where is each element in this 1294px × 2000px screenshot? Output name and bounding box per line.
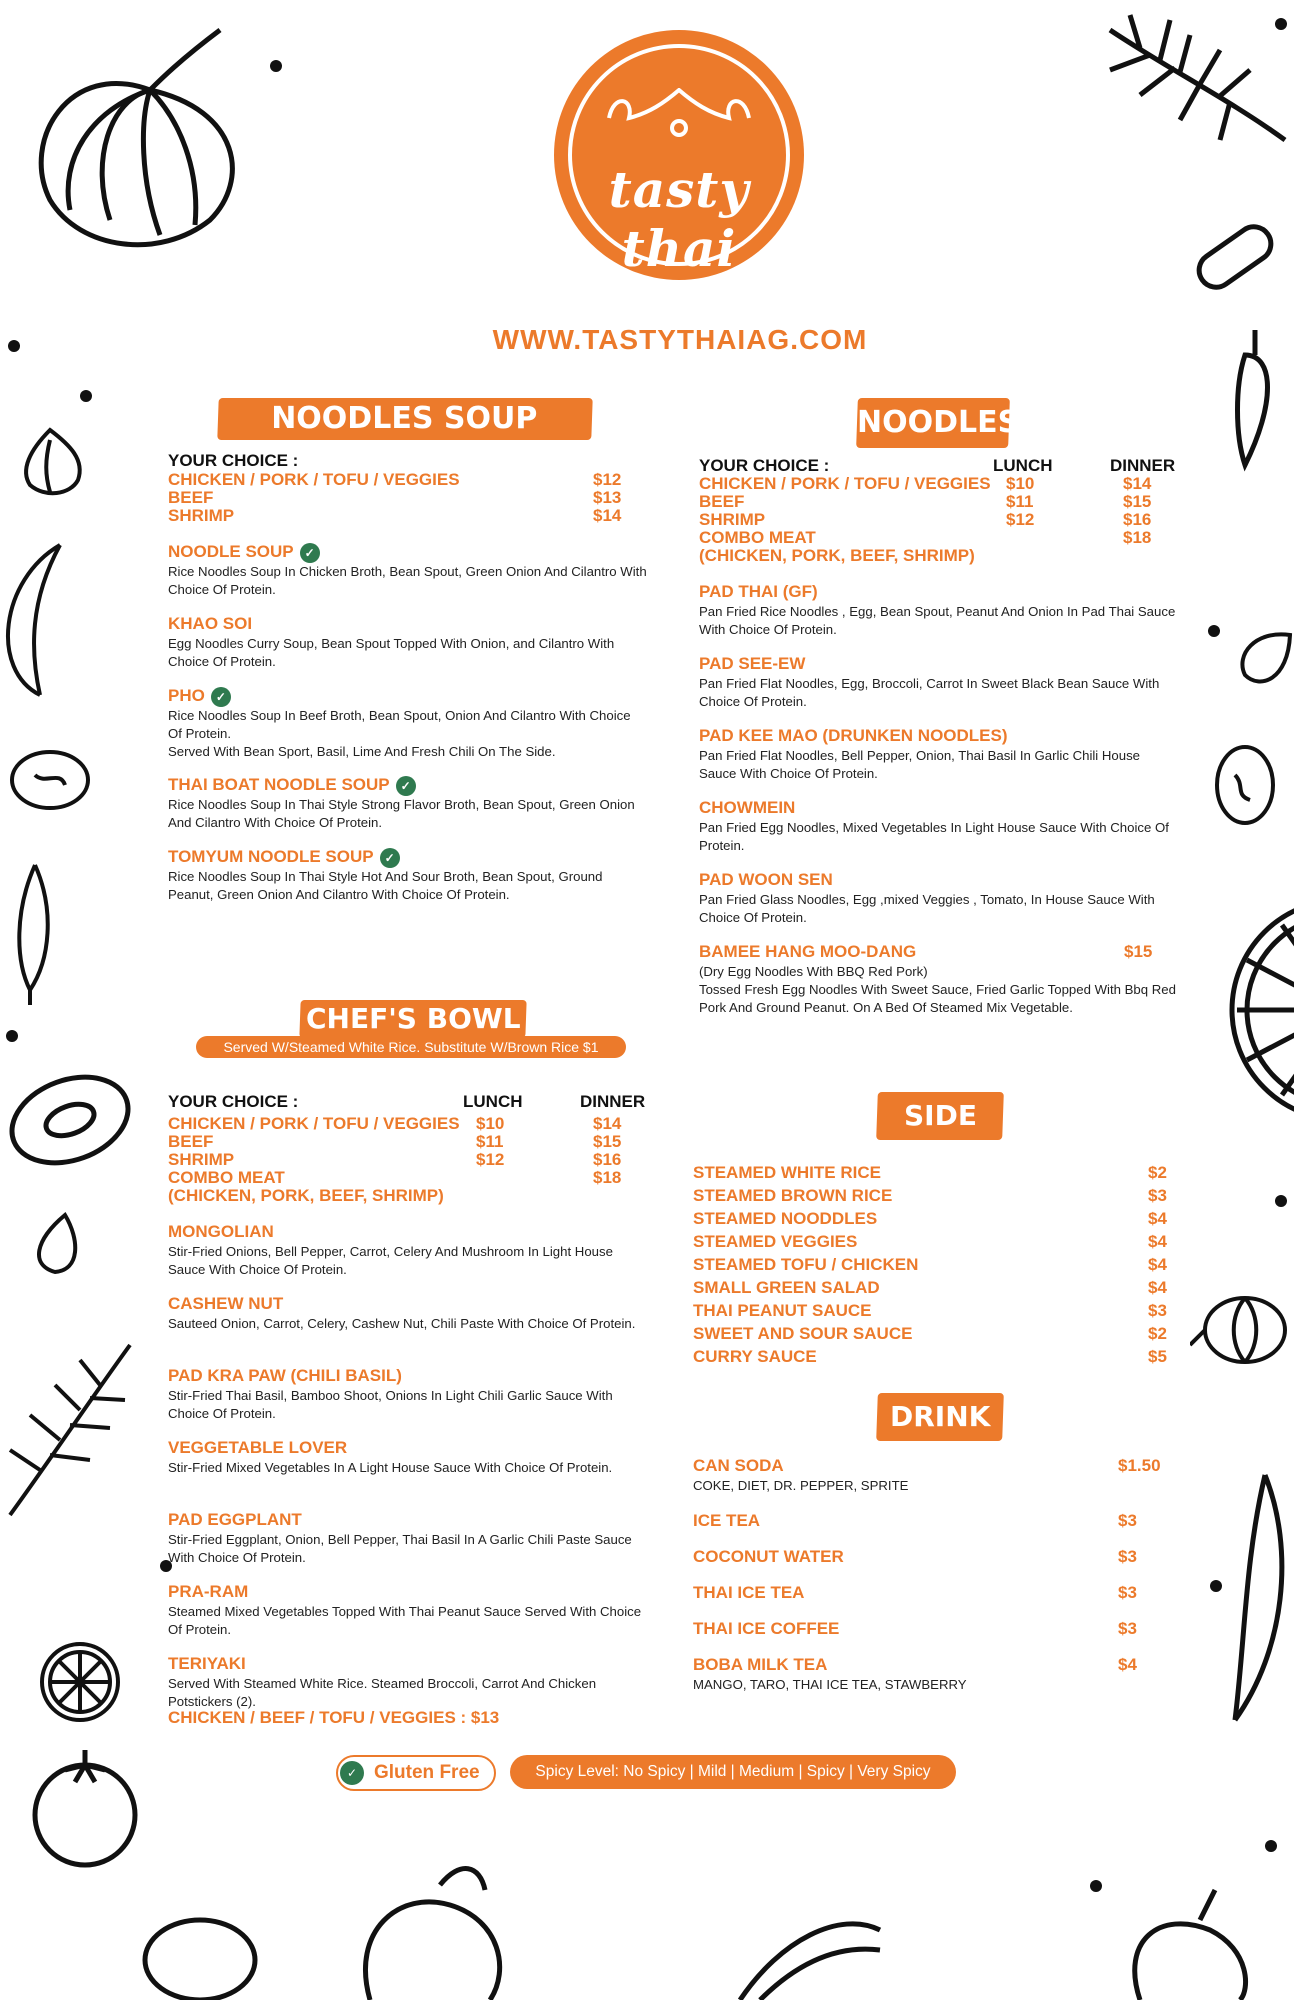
- lime-slice-illustration: [38, 1640, 123, 1725]
- menu-item-desc: Rice Noodles Soup In Beef Broth, Bean Spout, Onion And Cilantro With Choice Of Protein.: [168, 708, 631, 741]
- chili-illustration: [1215, 325, 1285, 475]
- speckle: [1275, 18, 1287, 30]
- section-title-side: SIDE: [903, 1099, 977, 1132]
- chef-dinner-heading: DINNER: [580, 1092, 646, 1111]
- menu-item-name: PAD THAI (GF): [699, 582, 818, 601]
- onion-right-illustration: [1190, 1285, 1290, 1370]
- drink-item-name: CAN SODA: [693, 1456, 784, 1475]
- menu-item-name: TERIYAKI: [168, 1654, 246, 1673]
- speckle: [1265, 1840, 1277, 1852]
- potato-illustration: [5, 745, 95, 815]
- menu-item-name: PAD SEE-EW: [699, 654, 806, 673]
- soup-row-name: SHRIMP: [168, 506, 235, 525]
- chef-row-name: BEEF: [168, 1132, 214, 1151]
- side-item-name: SMALL GREEN SALAD: [693, 1278, 880, 1297]
- chili-right-illustration: [1215, 1470, 1294, 1730]
- speckle: [1090, 1880, 1102, 1892]
- side-item-name: STEAMED BROWN RICE: [693, 1186, 893, 1205]
- drink-item-price: $4: [1118, 1655, 1137, 1674]
- drink-item-name: BOBA MILK TEA: [693, 1655, 828, 1674]
- menu-item-desc-extra: Tossed Fresh Egg Noodles With Sweet Sauce, Fried Garlic Topped With Bbq Red Pork And Ground Peanut. On A Bed Of Steamed Mix Vegetable.: [699, 982, 1176, 1015]
- noodles-row-lunch: $10: [1006, 474, 1035, 493]
- menu-item-desc: Stir-Fried Eggplant, Onion, Bell Pepper, Thai Basil In A Garlic Chili Paste Sauce With Choice Of Protein.: [168, 1532, 632, 1565]
- tomato-illustration: [25, 1750, 145, 1870]
- chef-row-name: COMBO MEAT: [168, 1168, 285, 1187]
- menu-item-price-line: CHICKEN / BEEF / TOFU / VEGGIES : $13: [168, 1708, 500, 1727]
- item-label: TOMYUM NOODLE SOUP: [168, 847, 374, 866]
- thai-roof-icon: [604, 88, 754, 148]
- menu-item-name: [168, 686, 231, 707]
- menu-item-desc: Rice Noodles Soup In Thai Style Strong Flavor Broth, Bean Spout, Green Onion And Cilantro With Choice Of Protein.: [168, 797, 635, 830]
- menu-item-desc: Pan Fried Flat Noodles, Bell Pepper, Onion, Thai Basil In Garlic Chili House Sauce With Choice Of Protein.: [699, 748, 1141, 781]
- menu-item-desc: Stir-Fried Thai Basil, Bamboo Shoot, Onions In Light Chili Garlic Sauce With Choice Of Protein.: [168, 1388, 613, 1421]
- drink-item-desc: COKE, DIET, DR. PEPPER, SPRITE: [693, 1478, 909, 1493]
- speckle: [1210, 1580, 1222, 1592]
- section-banner-chef: [299, 1000, 526, 1038]
- menu-item-desc: Rice Noodles Soup In Thai Style Hot And Sour Broth, Bean Spout, Ground Peanut, Green Onion And Cilantro With Choice Of Protein.: [168, 869, 603, 902]
- drink-item-name: THAI ICE COFFEE: [693, 1619, 840, 1638]
- soup-row-price: $13: [593, 488, 622, 507]
- drink-item-price: $3: [1118, 1547, 1137, 1566]
- website-link[interactable]: WWW.TASTYTHAIAG.COM: [492, 324, 868, 355]
- noodles-row-dinner: $16: [1123, 510, 1152, 529]
- herb-branch-illustration: [0, 1340, 140, 1520]
- speckle: [80, 390, 92, 402]
- soup-choice-heading: YOUR CHOICE :: [168, 451, 299, 470]
- side-item-price: $2: [1148, 1324, 1167, 1343]
- soup-row-name: BEEF: [168, 488, 214, 507]
- drink-item-name: THAI ICE TEA: [693, 1583, 805, 1602]
- menu-item-desc: Pan Fried Flat Noodles, Egg, Broccoli, Carrot In Sweet Black Bean Sauce With Choice Of Protein.: [699, 676, 1160, 709]
- chef-row-name: CHICKEN / PORK / TOFU / VEGGIES: [168, 1114, 460, 1133]
- chef-row-dinner: $14: [593, 1114, 622, 1133]
- drink-item-price: $1.50: [1118, 1456, 1161, 1475]
- side-item-price: $3: [1148, 1301, 1167, 1320]
- logo: [554, 30, 804, 280]
- menu-item-name: [168, 847, 400, 868]
- gluten-free-label: Gluten Free: [374, 1762, 480, 1783]
- menu-item-desc: Sauteed Onion, Carrot, Celery, Cashew Nut, Chili Paste With Choice Of Protein.: [168, 1316, 636, 1331]
- menu-item-desc: Steamed Mixed Vegetables Topped With Thai Peanut Sauce Served With Choice Of Protein.: [168, 1604, 642, 1637]
- garlic-small-illustration: [25, 1210, 85, 1280]
- chef-row-lunch: $11: [476, 1132, 504, 1151]
- noodles-row-lunch: $12: [1006, 510, 1035, 529]
- gluten-free-icon: ✓: [380, 848, 400, 868]
- side-item-price: $3: [1148, 1186, 1167, 1205]
- menu-item-desc: (Dry Egg Noodles With BBQ Red Pork): [699, 964, 928, 979]
- menu-item-desc: Pan Fried Rice Noodles , Egg, Bean Spout, Peanut And Onion In Pad Thai Sauce With Choice Of Protein.: [699, 604, 1176, 637]
- noodles-row-name: SHRIMP: [699, 510, 766, 529]
- menu-item-name: PAD KRA PAW (CHILI BASIL): [168, 1366, 402, 1385]
- onion-half-illustration: [0, 540, 70, 700]
- menu-item-name: [168, 542, 320, 563]
- menu-item-desc: Served With Steamed White Rice. Steamed Broccoli, Carrot And Chicken Potstickers (2).: [168, 1676, 597, 1709]
- chef-row-lunch: $10: [476, 1114, 505, 1133]
- soup-row-price: $14: [593, 506, 622, 525]
- menu-item-name: VEGGETABLE LOVER: [168, 1438, 348, 1457]
- logo-text: tasty thai: [608, 160, 750, 278]
- item-label: NOODLE SOUP: [168, 542, 294, 561]
- chef-choice-heading: YOUR CHOICE :: [168, 1092, 299, 1111]
- side-item-price: $4: [1148, 1278, 1167, 1297]
- section-banner-side: [876, 1092, 1004, 1140]
- pepper-illustration: [5, 860, 65, 1010]
- soup-row-name: CHICKEN / PORK / TOFU / VEGGIES: [168, 470, 460, 489]
- gluten-free-icon: ✓: [340, 1761, 364, 1785]
- side-item-name: STEAMED NOODDLES: [693, 1209, 878, 1228]
- side-item-name: STEAMED TOFU / CHICKEN: [693, 1255, 919, 1274]
- menu-item-name: PRA-RAM: [168, 1582, 249, 1601]
- speckle: [8, 340, 20, 352]
- side-item-price: $2: [1148, 1163, 1167, 1182]
- menu-item-name: CASHEW NUT: [168, 1294, 284, 1313]
- noodles-row-dinner: $15: [1123, 492, 1152, 511]
- section-title-chef: CHEF'S BOWL: [305, 1002, 521, 1035]
- potato-right-illustration: [1210, 740, 1280, 830]
- garlic-illustration: [10, 420, 90, 500]
- noodles-row-name: (CHICKEN, PORK, BEEF, SHRIMP): [699, 546, 975, 565]
- drink-item-name: COCONUT WATER: [693, 1547, 844, 1566]
- chef-lunch-heading: LUNCH: [463, 1092, 523, 1111]
- noodles-choice-heading: YOUR CHOICE :: [699, 456, 830, 475]
- side-item-price: $4: [1148, 1255, 1167, 1274]
- side-item-price: $4: [1148, 1232, 1167, 1251]
- chef-row-dinner: $16: [593, 1150, 622, 1169]
- soup-row-price: $12: [593, 470, 622, 489]
- noodles-row-name: COMBO MEAT: [699, 528, 816, 547]
- rosemary-illustration: [1100, 10, 1290, 150]
- menu-item-name: [168, 775, 416, 796]
- drink-item-name: ICE TEA: [693, 1511, 761, 1530]
- menu-item-desc: Pan Fried Glass Noodles, Egg ,mixed Veggies , Tomato, In House Sauce With Choice Of Protein.: [699, 892, 1155, 925]
- menu-item-name: BAMEE HANG MOO-DANG: [699, 942, 917, 961]
- chef-row-lunch: $12: [476, 1150, 505, 1169]
- gluten-free-icon: ✓: [211, 687, 231, 707]
- chef-subtitle: Served W/Steamed White Rice. Substitute W/Brown Rice $1: [196, 1036, 626, 1058]
- speckle: [1275, 1195, 1287, 1207]
- menu-item-desc: Pan Fried Egg Noodles, Mixed Vegetables In Light House Sauce With Choice Of Protein.: [699, 820, 1169, 853]
- drink-item-price: $3: [1118, 1583, 1137, 1602]
- side-item-price: $4: [1148, 1209, 1167, 1228]
- menu-item-name: MONGOLIAN: [168, 1222, 274, 1241]
- cucumber-slice-illustration: [1180, 210, 1280, 310]
- gluten-free-icon: ✓: [300, 543, 320, 563]
- menu-item-name: KHAO SOI: [168, 614, 253, 633]
- bottom-vegetables-illustration: [140, 1850, 1280, 2000]
- speckle: [270, 60, 282, 72]
- chef-row-dinner: $18: [593, 1168, 622, 1187]
- section-banner-drink: [876, 1393, 1004, 1441]
- noodles-row-name: BEEF: [699, 492, 745, 511]
- menu-item-name: PAD KEE MAO (DRUNKEN NOODLES): [699, 726, 1008, 745]
- drink-item-price: $3: [1118, 1511, 1137, 1530]
- chef-row-name: (CHICKEN, PORK, BEEF, SHRIMP): [168, 1186, 444, 1205]
- drink-item-desc: MANGO, TARO, THAI ICE TEA, STAWBERRY: [693, 1677, 967, 1692]
- noodles-lunch-heading: LUNCH: [993, 456, 1053, 475]
- menu-item-price: $15: [1124, 942, 1153, 961]
- side-item-name: STEAMED WHITE RICE: [693, 1163, 881, 1182]
- garlic-right-illustration: [1230, 620, 1294, 690]
- menu-item-desc: Stir-Fried Mixed Vegetables In A Light House Sauce With Choice Of Protein.: [168, 1460, 613, 1475]
- side-item-name: CURRY SAUCE: [693, 1347, 817, 1366]
- side-item-name: STEAMED VEGGIES: [693, 1232, 858, 1251]
- menu-item-desc-extra: Served With Bean Sport, Basil, Lime And Fresh Chili On The Side.: [168, 744, 556, 759]
- item-label: THAI BOAT NOODLE SOUP: [168, 775, 390, 794]
- menu-item-desc: Egg Noodles Curry Soup, Bean Spout Topped With Onion, and Cilantro With Choice Of Protein.: [168, 636, 615, 669]
- noodles-row-dinner: $18: [1123, 528, 1152, 547]
- section-title-drink: DRINK: [889, 1400, 991, 1433]
- noodles-row-name: CHICKEN / PORK / TOFU / VEGGIES: [699, 474, 991, 493]
- drink-item-price: $3: [1118, 1619, 1137, 1638]
- speckle: [6, 1030, 18, 1042]
- gluten-free-icon: ✓: [396, 776, 416, 796]
- menu-item-desc: Stir-Fried Onions, Bell Pepper, Carrot, Celery And Mushroom In Light House Sauce With Choice Of Protein.: [168, 1244, 613, 1277]
- menu-item-name: CHOWMEIN: [699, 798, 796, 817]
- side-item-name: THAI PEANUT SAUCE: [693, 1301, 872, 1320]
- chef-row-dinner: $15: [593, 1132, 622, 1151]
- section-title-soup: NOODLES SOUP BOWL: [271, 401, 538, 478]
- ring-slice-illustration: [0, 1060, 140, 1180]
- chef-row-name: SHRIMP: [168, 1150, 235, 1169]
- section-title-noodles: NOODLES: [857, 405, 1020, 440]
- citrus-illustration: [1222, 890, 1294, 1130]
- menu-item-name: PAD WOON SEN: [699, 870, 833, 889]
- noodles-row-lunch: $11: [1006, 492, 1034, 511]
- spicy-level-legend: Spicy Level: No Spicy | Mild | Medium | Spicy | Very Spicy: [510, 1755, 956, 1789]
- noodles-row-dinner: $14: [1123, 474, 1152, 493]
- menu-item-name: PAD EGGPLANT: [168, 1510, 302, 1529]
- section-banner-noodles: [856, 398, 1020, 448]
- gluten-free-legend: [336, 1755, 496, 1791]
- side-item-price: $5: [1148, 1347, 1167, 1366]
- side-item-name: SWEET AND SOUR SAUCE: [693, 1324, 913, 1343]
- onion-illustration: [10, 20, 260, 260]
- noodles-dinner-heading: DINNER: [1110, 456, 1176, 475]
- speckle: [1208, 625, 1220, 637]
- menu-item-desc: Rice Noodles Soup In Chicken Broth, Bean Spout, Green Onion And Cilantro With Choice Of Protein.: [168, 564, 647, 597]
- item-label: PHO: [168, 686, 205, 705]
